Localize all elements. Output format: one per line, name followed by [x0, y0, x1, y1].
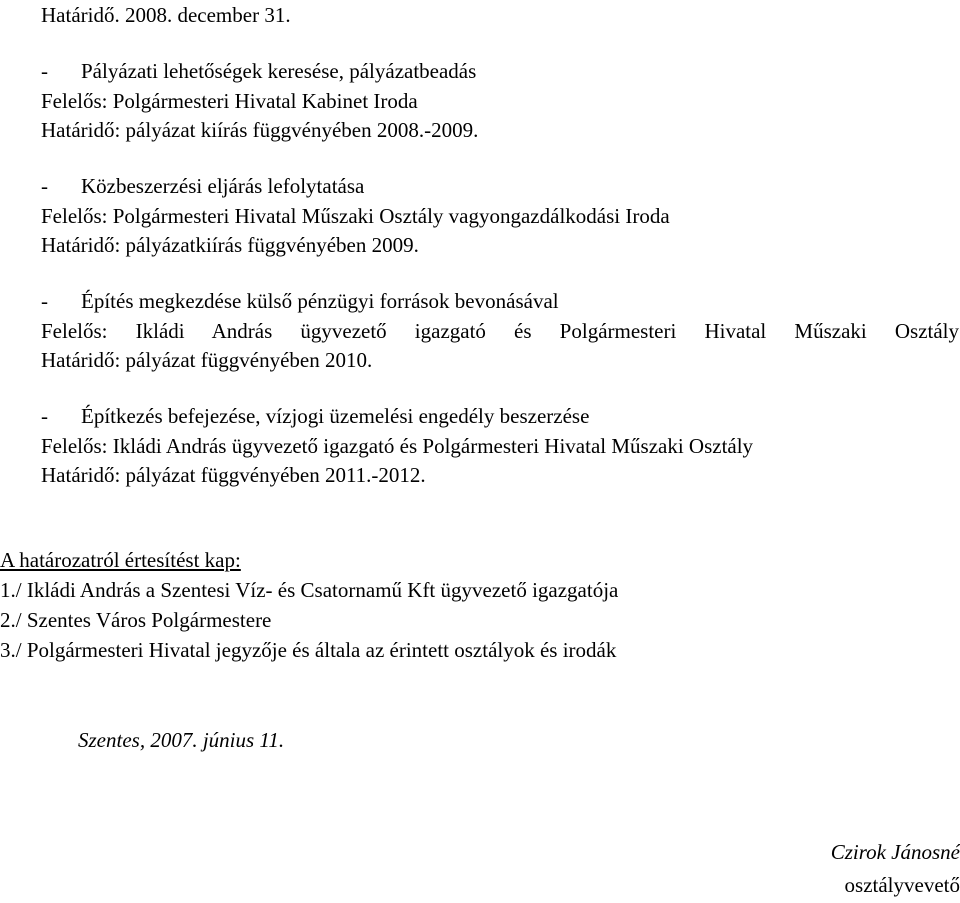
item-3-task-line — [41, 286, 559, 316]
item-1-task: Pályázati lehetőségek keresése, pályázatbeadás — [81, 59, 477, 83]
item-1-dash: - — [41, 59, 48, 83]
recipient-3: 3./ Polgármesteri Hivatal jegyzője és általa az érintett osztályok és irodák — [0, 638, 617, 662]
item-4-task-line — [41, 401, 589, 431]
recipient-2: 2./ Szentes Város Polgármestere — [0, 608, 272, 632]
top-deadline: Határidő. 2008. december 31. — [41, 3, 291, 27]
item-4-dash: - — [41, 404, 48, 428]
notify-heading: A határozatról értesítést kap: — [0, 548, 241, 572]
item-2-task-line — [41, 171, 364, 201]
recipient-1: 1./ Ikládi András a Szentesi Víz- és Csatornamű Kft ügyvezető igazgatója — [0, 578, 619, 602]
item-3-dash: - — [41, 289, 48, 313]
item-4-deadline: Határidő: pályázat függvényében 2011.-2012. — [41, 463, 426, 487]
item-2-dash: - — [41, 174, 48, 198]
signature-name: Czirok Jánosné — [830, 840, 960, 864]
item-1-deadline: Határidő: pályázat kiírás függvényében 2008.-2009. — [41, 118, 479, 142]
signature-title: osztályvevető — [844, 873, 960, 897]
item-1-responsible: Felelős: Polgármesteri Hivatal Kabinet Iroda — [41, 89, 418, 113]
item-4-task: Építkezés befejezése, vízjogi üzemelési engedély beszerzése — [81, 404, 590, 428]
item-2-deadline: Határidő: pályázatkiírás függvényében 2009. — [41, 233, 419, 257]
item-1-task-line — [41, 56, 476, 86]
item-2-responsible: Felelős: Polgármesteri Hivatal Műszaki Osztály vagyongazdálkodási Iroda — [41, 204, 670, 228]
place-date: Szentes, 2007. június 11. — [78, 728, 285, 752]
item-2-task: Közbeszerzési eljárás lefolytatása — [81, 174, 365, 198]
item-4-responsible: Felelős: Ikládi András ügyvezető igazgató és Polgármesteri Hivatal Műszaki Osztály — [41, 434, 754, 458]
item-3-task: Építés megkezdése külső pénzügyi források bevonásával — [81, 289, 559, 313]
item-3-responsible: Felelős: Ikládi András ügyvezető igazgató és Polgármesteri Hivatal Műszaki Osztály — [41, 319, 959, 343]
item-3-deadline: Határidő: pályázat függvényében 2010. — [41, 348, 373, 372]
